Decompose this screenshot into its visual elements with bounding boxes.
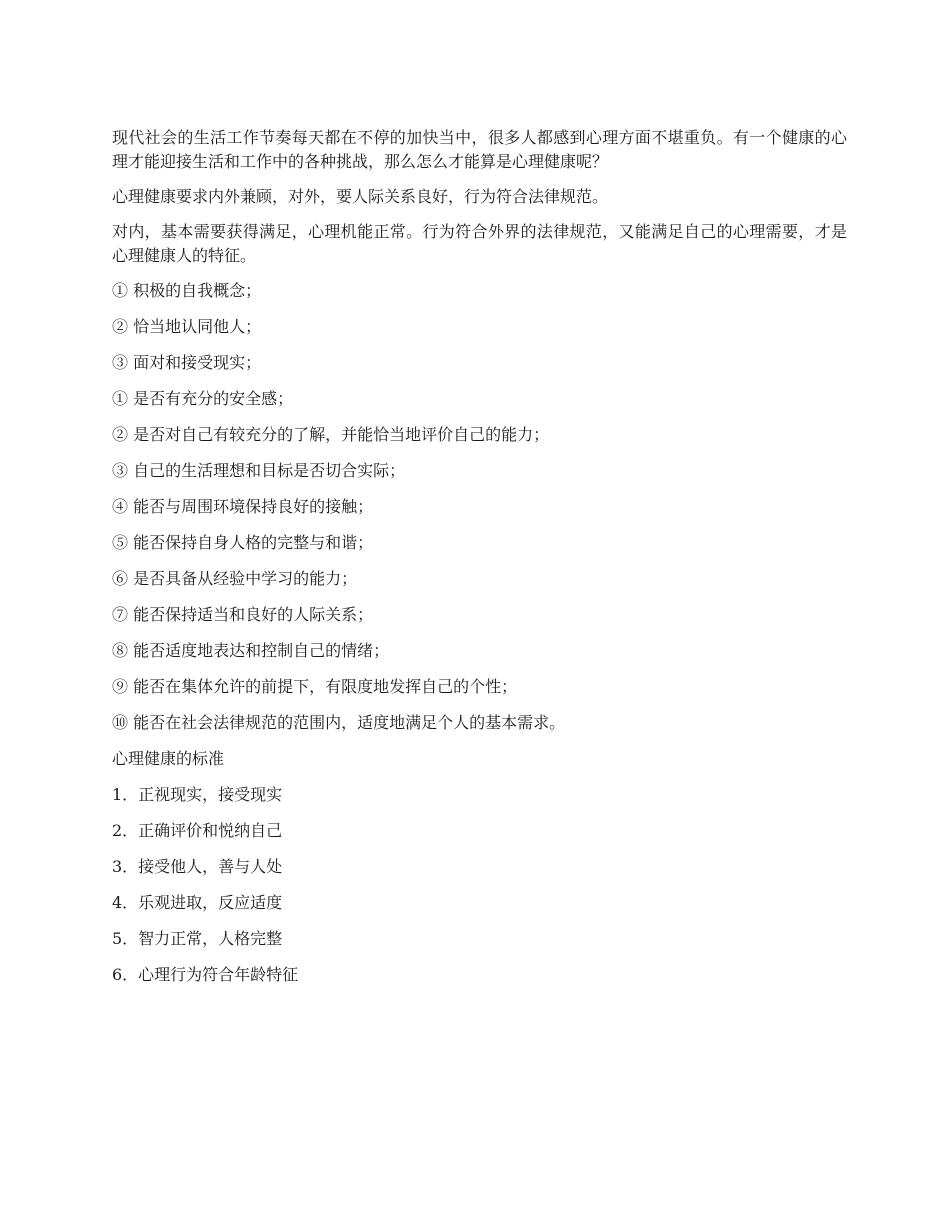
- intro-paragraph-1: 现代社会的生活工作节奏每天都在不停的加快当中，很多人都感到心理方面不堪重负。有一个健康的心理才能迎接生活和工作中的各种挑战，那么怎么才能算是心理健康呢？: [112, 128, 847, 171]
- list-item: ⑦ 能否保持适当和良好的人际关系；: [112, 605, 374, 624]
- list-item: ① 积极的自我概念；: [112, 281, 262, 300]
- list-item: ⑩ 能否在社会法律规范的范围内，适度地满足个人的基本需求。: [112, 713, 566, 732]
- intro-paragraph-3: 对内，基本需要获得满足，心理机能正常。行为符合外界的法律规范，又能满足自己的心理需要，才是心理健康人的特征。: [112, 222, 847, 265]
- standards-list: [112, 783, 847, 987]
- list-item: ③ 自己的生活理想和目标是否切合实际；: [112, 461, 406, 480]
- list-item: ③ 面对和接受现实；: [112, 353, 262, 372]
- list-item: 4．乐观进取，反应适度: [112, 893, 283, 912]
- list-item: ④ 能否与周围环境保持良好的接触；: [112, 497, 374, 516]
- list-item: 6．心理行为符合年龄特征: [112, 965, 299, 984]
- list-item: 5．智力正常，人格完整: [112, 929, 283, 948]
- list-item: ⑧ 能否适度地表达和控制自己的情绪；: [112, 641, 390, 660]
- list-item: 1．正视现实，接受现实: [112, 785, 283, 804]
- list-item: 3．接受他人，善与人处: [112, 857, 283, 876]
- list-item: ⑥ 是否具备从经验中学习的能力；: [112, 569, 358, 588]
- list-item: ② 是否对自己有较充分的了解，并能恰当地评价自己的能力；: [112, 425, 550, 444]
- list-item: ⑨ 能否在集体允许的前提下，有限度地发挥自己的个性；: [112, 677, 518, 696]
- intro-paragraph-2: 心理健康要求内外兼顾，对外，要人际关系良好，行为符合法律规范。: [112, 187, 609, 206]
- standards-heading: 心理健康的标准: [112, 749, 225, 768]
- checks-list: [112, 387, 847, 735]
- list-item: ① 是否有充分的安全感；: [112, 389, 294, 408]
- list-item: 2．正确评价和悦纳自己: [112, 821, 283, 840]
- list-item: ⑤ 能否保持自身人格的完整与和谐；: [112, 533, 374, 552]
- traits-list: [112, 279, 847, 375]
- document-body: [112, 126, 847, 999]
- list-item: ② 恰当地认同他人；: [112, 317, 262, 336]
